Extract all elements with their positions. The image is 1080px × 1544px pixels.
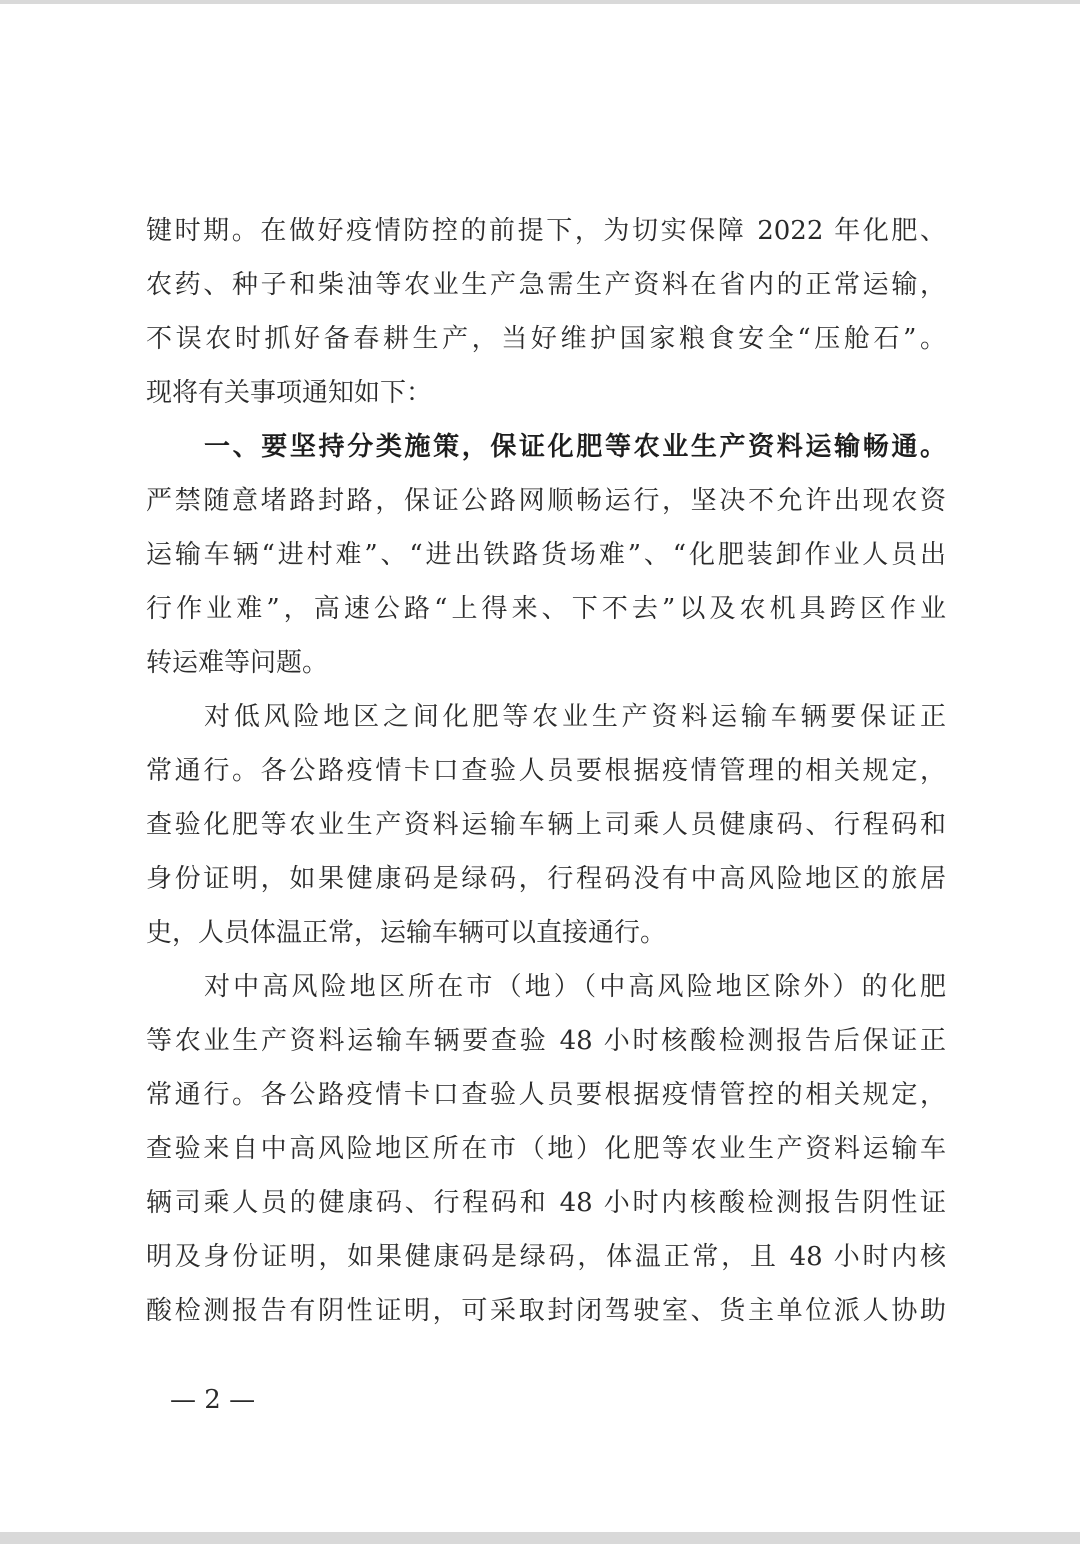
document-page <box>0 4 1080 1532</box>
paragraph-line: 史，人员体温正常，运输车辆可以直接通行。 <box>146 918 667 948</box>
paragraph-line: 对低风险地区之间化肥等农业生产资料运输车辆要保证正 <box>204 702 946 732</box>
paragraph-line: 查验化肥等农业生产资料运输车辆上司乘人员健康码、行程码和 <box>146 810 946 840</box>
paragraph-line: 常通行。各公路疫情卡口查验人员要根据疫情管理的相关规定， <box>146 756 946 786</box>
paragraph-line: 转运难等问题。 <box>146 648 329 678</box>
paragraph-line: 身份证明，如果健康码是绿码，行程码没有中高风险地区的旅居 <box>146 864 946 894</box>
paragraph-line: 现将有关事项通知如下： <box>146 378 433 408</box>
paragraph-line: 酸检测报告有阴性证明，可采取封闭驾驶室、货主单位派人协助 <box>146 1296 946 1326</box>
document-body <box>146 204 946 1338</box>
bottom-edge <box>0 1532 1080 1544</box>
paragraph-line: 等农业生产资料运输车辆要查验 48 小时核酸检测报告后保证正 <box>146 1026 946 1056</box>
paragraph-line: 对中高风险地区所在市（地）（中高风险地区除外）的化肥 <box>204 972 946 1002</box>
paragraph-line: 行作业难”，高速公路“上得来、下不去”以及农机具跨区作业 <box>146 594 946 624</box>
paragraph-line: 不误农时抓好备春耕生产，当好维护国家粮食安全“压舱石”。 <box>146 324 946 354</box>
paragraph-line: 键时期。在做好疫情防控的前提下，为切实保障 2022 年化肥、 <box>146 216 946 246</box>
paragraph-line: 严禁随意堵路封路，保证公路网顺畅运行，坚决不允许出现农资 <box>146 486 946 516</box>
paragraph-line: 查验来自中高风险地区所在市（地）化肥等农业生产资料运输车 <box>146 1134 946 1164</box>
paragraph-line: 辆司乘人员的健康码、行程码和 48 小时内核酸检测报告阴性证 <box>146 1188 946 1218</box>
paragraph-line: 常通行。各公路疫情卡口查验人员要根据疫情管控的相关规定， <box>146 1080 946 1110</box>
section-heading: 一、要坚持分类施策，保证化肥等农业生产资料运输畅通。 <box>204 432 946 462</box>
page-number: — 2 — <box>170 1385 256 1415</box>
paragraph-line: 农药、种子和柴油等农业生产急需生产资料在省内的正常运输， <box>146 270 946 300</box>
paragraph-line: 明及身份证明，如果健康码是绿码，体温正常，且 48 小时内核 <box>146 1242 946 1272</box>
paragraph-line: 运输车辆“进村难”、“进出铁路货场难”、“化肥装卸作业人员出 <box>146 540 946 570</box>
